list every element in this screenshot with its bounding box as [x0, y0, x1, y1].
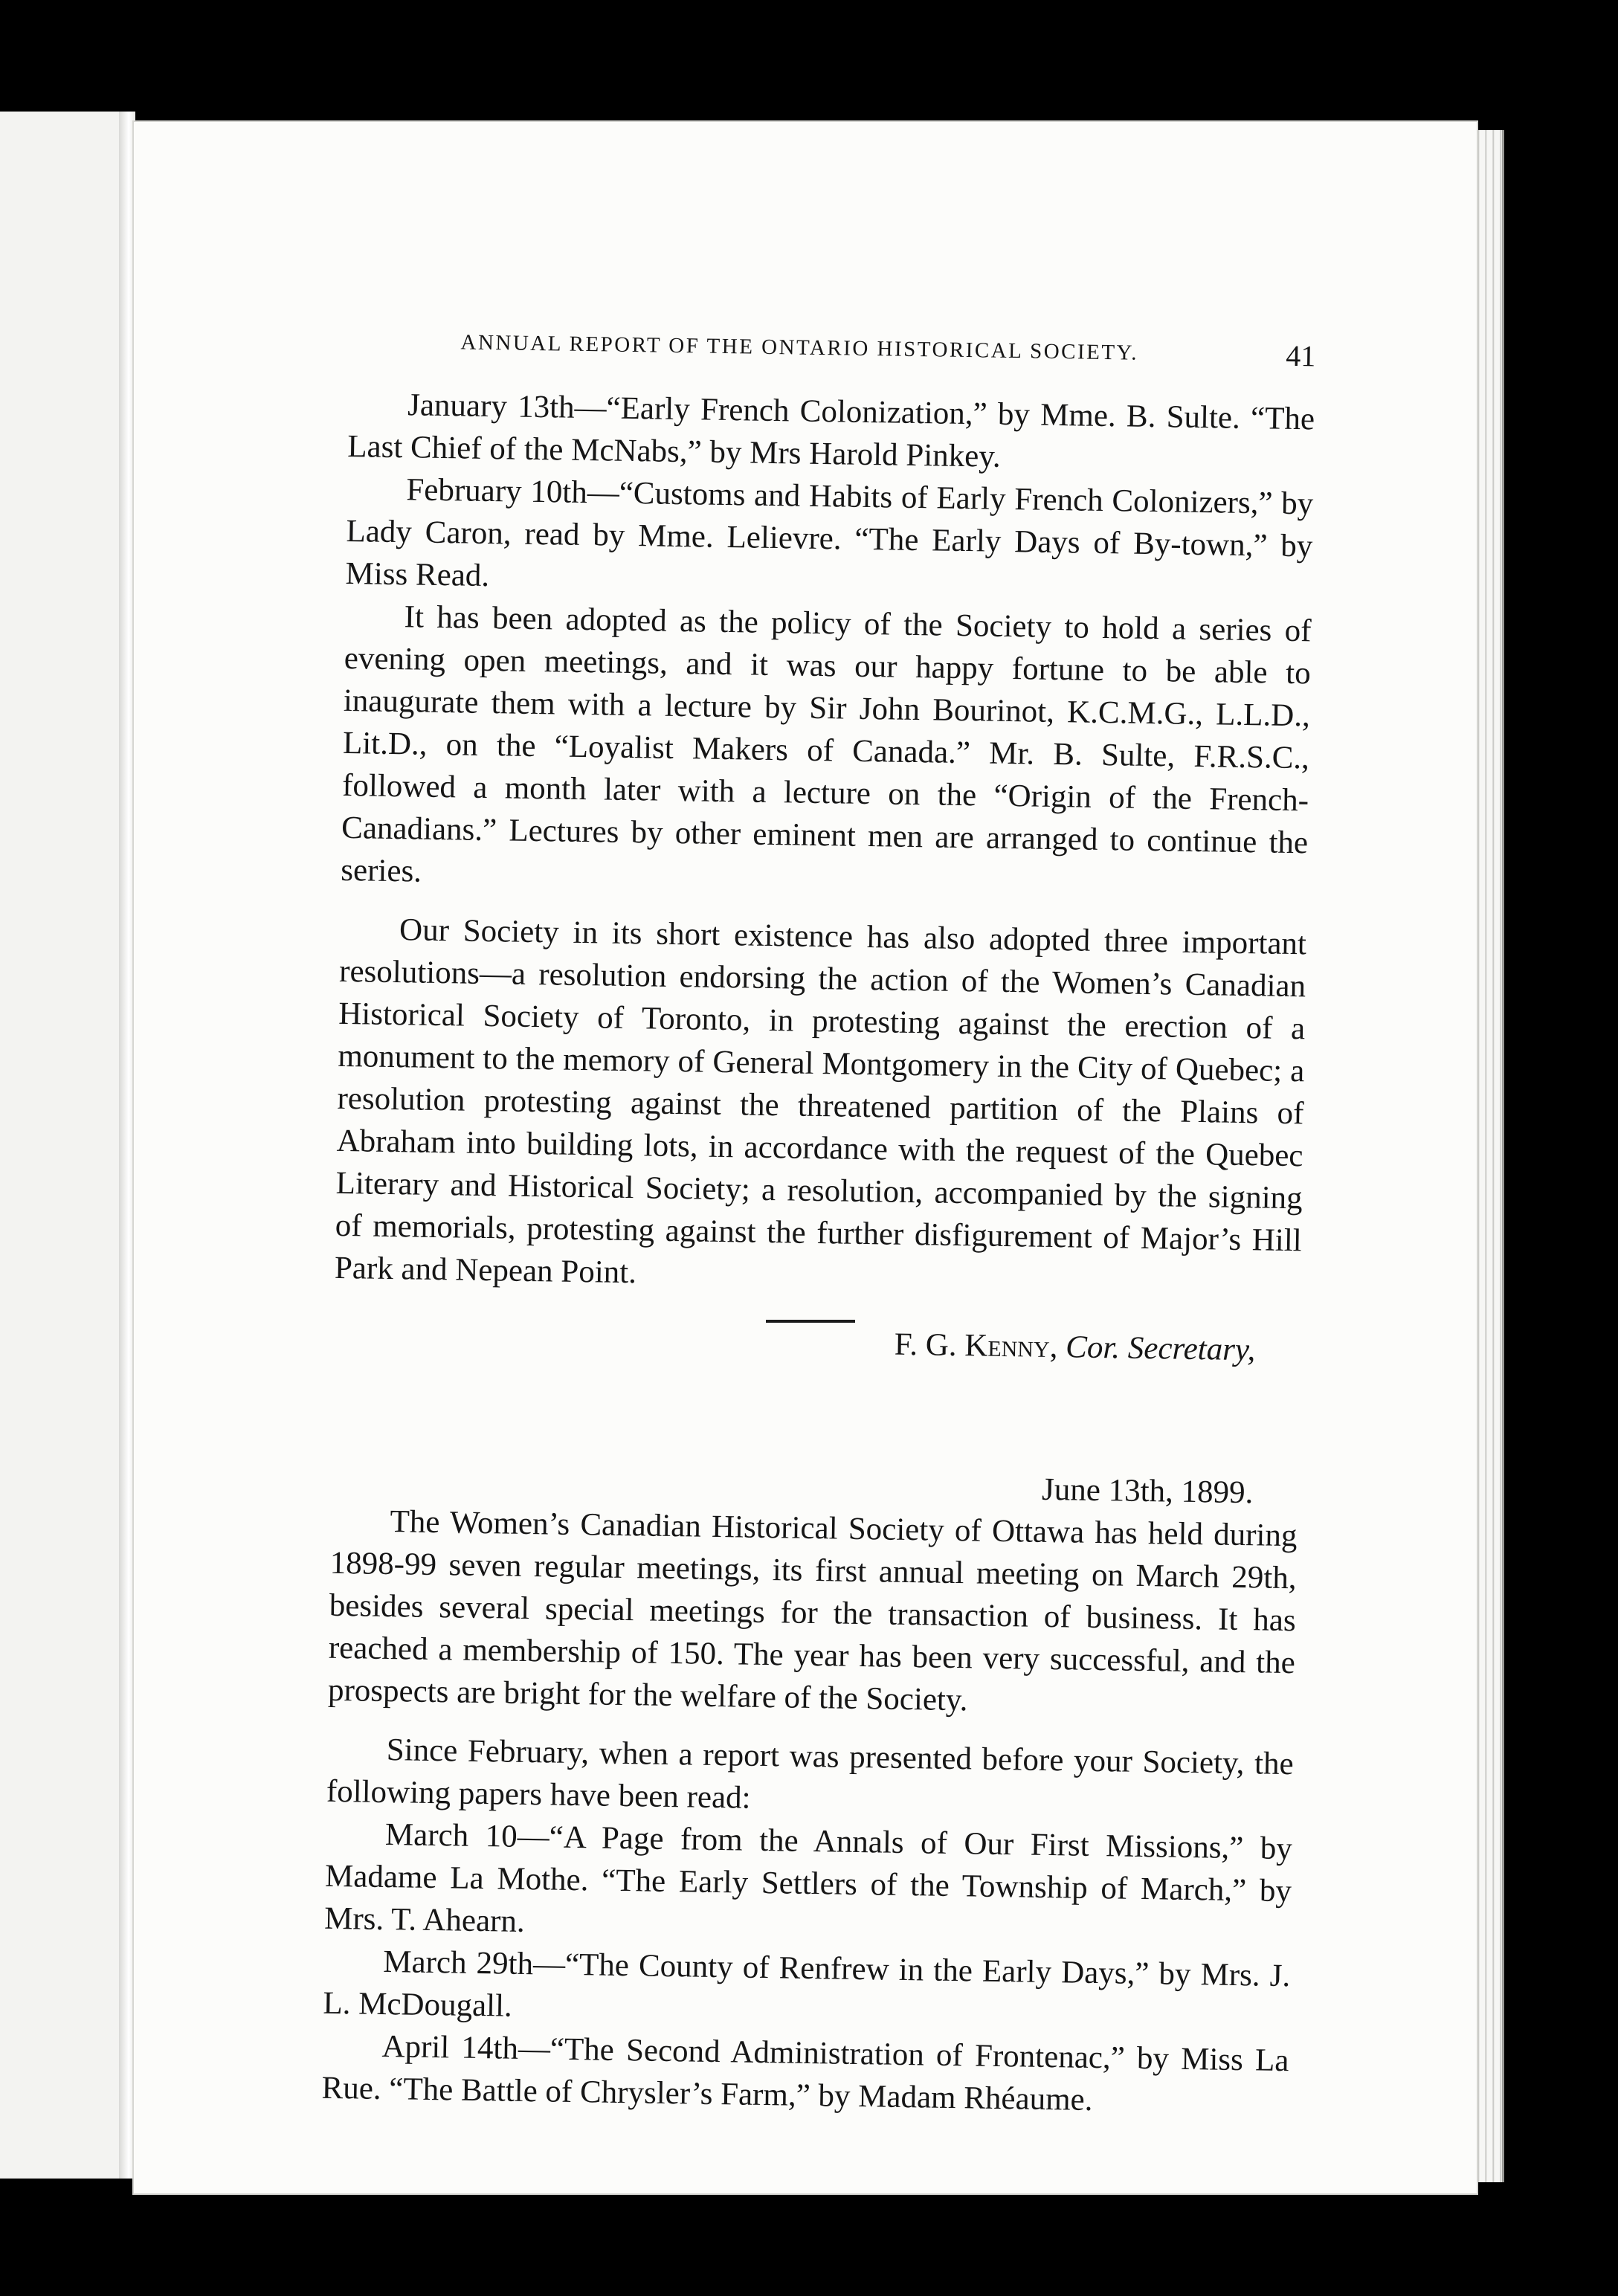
- paragraph: March 29th—“The County of Renfrew in the Early Days,” by Mrs. J. L. McDougall.: [323, 1944, 1291, 2024]
- report-date: June 13th, 1899.: [1041, 1471, 1254, 1511]
- running-title: ANNUAL REPORT OF THE ONTARIO HISTORICAL SOCIETY.: [460, 330, 1139, 365]
- paragraph: February 10th—“Customs and Habits of Early French Colonizers,” by Lady Caron, read by Mme. Lelievre. “The Early Days of By-town,” by Miss Read.: [345, 472, 1314, 593]
- paragraph: The Women’s Canadian Historical Society of Ottawa has held during 1898-99 seven regular meetings, its first annual meeting on March 29th, besides several special meetings for the transaction of business. It has reached a membership of 150. The year has been very successful, and the prospects are bright for the welfare of the Society.: [327, 1504, 1298, 1718]
- left-page-edge: [0, 112, 123, 2179]
- paragraph: Our Society in its short existence has also adopted three important resolutions—a resolution endorsing the action of the Women’s Canadian Historical Society of Toronto, in protesting against the erection of a monument to the memory of General Montgomery in the City of Quebec; a resolution protesting against the threatened partition of the Plains of Abraham into building lots, in accordance with the request of the Quebec Literary and Historical Society; a resolution, accompanied by the signing of memorials, protesting against the further disfigurement of Major’s Hill Park and Nepean Point.: [334, 912, 1307, 1291]
- paragraph: Since February, when a report was presented before your Society, the following papers have been read:: [326, 1732, 1295, 1816]
- paragraph: It has been adopted as the policy of the Society to hold a series of evening open meetings, and it was our happy fortune to be able to inaugurate them with a lecture by Sir John Bourinot, K.C.M.G., L.L.D., Lit.D., on the “Loyalist Makers of Canada.” Mr. B. Sulte, F.R.S.C., followed a month later with a lecture on the “Origin of the French-Canadians.” Lectures by other eminent men are arranged to continue the series.: [340, 599, 1312, 889]
- page-text: [321, 320, 1316, 2124]
- page-number: 41: [1286, 338, 1316, 373]
- paragraph: January 13th—“Early French Colonization,” by Mme. B. Sulte. “The Last Chief of the McNabs,” by Mrs Harold Pinkey.: [347, 387, 1315, 474]
- signature-name: F. G. Kenny,: [894, 1326, 1058, 1365]
- signature: [333, 1315, 1300, 1372]
- signature-title: Cor. Secretary,: [1065, 1329, 1256, 1368]
- paragraph: March 10—“A Page from the Annals of Our First Missions,” by Madame La Mothe. “The Early Settlers of the Township of March,” by Mrs. T. Ahearn.: [323, 1817, 1293, 1939]
- paragraph: April 14th—“The Second Administration of Frontenac,” by Miss La Rue. “The Battle of Chrysler’s Farm,” by Madam Rhéaume.: [321, 2028, 1289, 2118]
